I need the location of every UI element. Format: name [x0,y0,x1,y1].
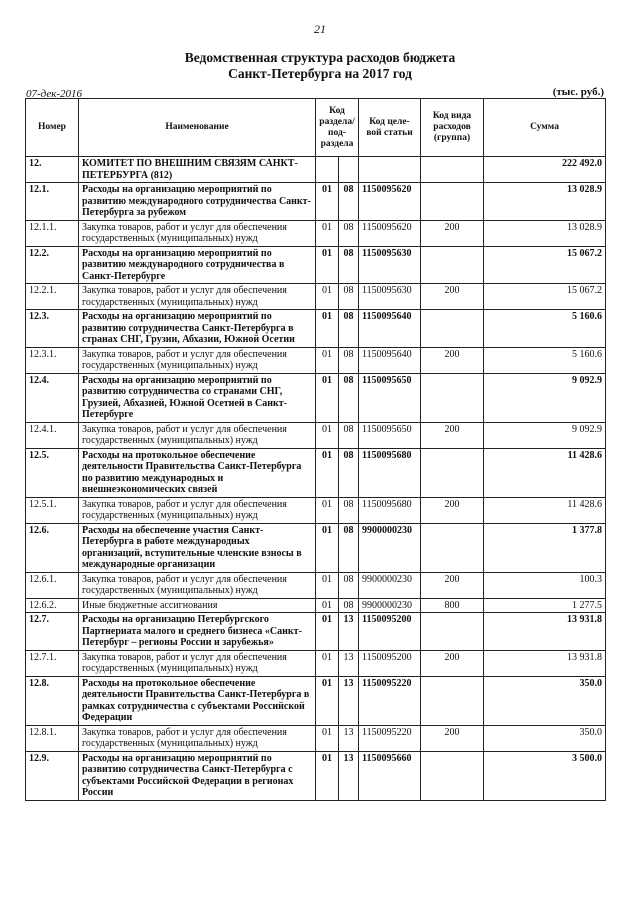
row-article-code: 1150095650 [359,422,421,448]
row-name: Расходы на организацию Петербургского Партнериата малого и среднего бизнеса «Санкт-Петербург – регионы России и зарубежья» [79,613,316,651]
row-subsection-code: 13 [339,613,359,651]
row-article-code: 1150095220 [359,725,421,751]
row-section-code: 01 [316,676,339,725]
header-section: Код раздела/ под- раздела [316,99,359,157]
row-number: 12.1. [26,183,79,221]
row-type-code [421,523,484,572]
table-row [26,613,606,651]
row-name: Расходы на обеспечение участия Санкт-Петербурга в работе международных организаций, вступительные членские взносы в международные организации [79,523,316,572]
row-number: 12. [26,157,79,183]
row-sum: 350.0 [484,676,606,725]
row-subsection-code: 08 [339,598,359,613]
row-sum: 15 067.2 [484,246,606,284]
header-number: Номер [26,99,79,157]
table-row [26,676,606,725]
row-subsection-code: 08 [339,183,359,221]
row-type-code: 800 [421,598,484,613]
row-type-code: 200 [421,725,484,751]
row-type-code: 200 [421,220,484,246]
row-article-code: 1150095620 [359,183,421,221]
row-section-code: 01 [316,497,339,523]
row-subsection-code: 08 [339,422,359,448]
row-number: 12.9. [26,751,79,800]
table-row [26,422,606,448]
row-number: 12.3.1. [26,347,79,373]
row-type-code [421,310,484,348]
row-sum: 13 931.8 [484,613,606,651]
row-section-code: 01 [316,220,339,246]
row-subsection-code: 08 [339,373,359,422]
row-article-code: 1150095680 [359,497,421,523]
row-article-code: 1150095630 [359,246,421,284]
row-sum: 5 160.6 [484,310,606,348]
table-row [26,157,606,183]
row-number: 12.4. [26,373,79,422]
row-number: 12.4.1. [26,422,79,448]
row-sum: 13 028.9 [484,183,606,221]
row-name: Закупка товаров, работ и услуг для обеспечения государственных (муниципальных) нужд [79,725,316,751]
units-label: (тыс. руб.) [552,86,604,98]
budget-table [25,98,606,801]
row-subsection-code: 13 [339,751,359,800]
row-name: Закупка товаров, работ и услуг для обеспечения государственных (муниципальных) нужд [79,497,316,523]
table-row [26,523,606,572]
table-row [26,246,606,284]
row-number: 12.7. [26,613,79,651]
row-subsection-code [339,157,359,183]
row-name: Закупка товаров, работ и услуг для обеспечения государственных (муниципальных) нужд [79,650,316,676]
row-section-code: 01 [316,246,339,284]
table-row [26,598,606,613]
row-section-code: 01 [316,751,339,800]
row-type-code: 200 [421,497,484,523]
row-subsection-code: 08 [339,310,359,348]
row-type-code: 200 [421,284,484,310]
row-type-code [421,246,484,284]
row-sum: 1 377.8 [484,523,606,572]
row-sum: 9 092.9 [484,422,606,448]
row-number: 12.2.1. [26,284,79,310]
table-row [26,284,606,310]
page-number: 21 [314,22,326,36]
row-number: 12.6.2. [26,598,79,613]
row-type-code [421,448,484,497]
row-subsection-code: 13 [339,676,359,725]
row-name: Закупка товаров, работ и услуг для обеспечения государственных (муниципальных) нужд [79,347,316,373]
row-article-code: 1150095630 [359,284,421,310]
row-type-code [421,676,484,725]
row-subsection-code: 13 [339,650,359,676]
row-type-code: 200 [421,422,484,448]
row-section-code: 01 [316,572,339,598]
row-name: Закупка товаров, работ и услуг для обеспечения государственных (муниципальных) нужд [79,572,316,598]
row-number: 12.6.1. [26,572,79,598]
row-subsection-code: 08 [339,347,359,373]
row-sum: 5 160.6 [484,347,606,373]
row-sum: 100.3 [484,572,606,598]
row-type-code [421,613,484,651]
row-name: Расходы на протокольное обеспечение деятельности Правительства Санкт-Петербурга по развитию международных и внешнеэкономических связей [79,448,316,497]
table-row [26,373,606,422]
row-subsection-code: 08 [339,284,359,310]
table-row [26,310,606,348]
row-number: 12.6. [26,523,79,572]
row-section-code: 01 [316,373,339,422]
table-row [26,751,606,800]
table-row [26,448,606,497]
row-subsection-code: 08 [339,497,359,523]
row-sum: 13 028.9 [484,220,606,246]
row-type-code: 200 [421,347,484,373]
row-subsection-code: 08 [339,220,359,246]
row-name: Иные бюджетные ассигнования [79,598,316,613]
row-subsection-code: 08 [339,246,359,284]
row-section-code: 01 [316,284,339,310]
row-section-code: 01 [316,725,339,751]
row-article-code: 1150095650 [359,373,421,422]
row-number: 12.7.1. [26,650,79,676]
row-section-code: 01 [316,448,339,497]
title-line-1: Ведомственная структура расходов бюджета [184,50,456,65]
row-section-code: 01 [316,183,339,221]
row-subsection-code: 08 [339,523,359,572]
row-section-code [316,157,339,183]
row-number: 12.3. [26,310,79,348]
table-row [26,497,606,523]
row-sum: 350.0 [484,725,606,751]
row-sum: 9 092.9 [484,373,606,422]
row-article-code: 1150095200 [359,613,421,651]
header-sum: Сумма [484,99,606,157]
table-row [26,220,606,246]
row-section-code: 01 [316,347,339,373]
document-title [0,50,640,82]
row-subsection-code: 08 [339,448,359,497]
row-name: Расходы на организацию мероприятий по развитию сотрудничества Санкт-Петербурга в странах СНГ, Грузии, Абхазии, Южной Осетии [79,310,316,348]
table-row [26,183,606,221]
row-name: Закупка товаров, работ и услуг для обеспечения государственных (муниципальных) нужд [79,220,316,246]
row-number: 12.5. [26,448,79,497]
title-line-2: Санкт-Петербурга на 2017 год [228,66,412,81]
row-name: КОМИТЕТ ПО ВНЕШНИМ СВЯЗЯМ САНКТ-ПЕТЕРБУРГА (812) [79,157,316,183]
row-number: 12.2. [26,246,79,284]
row-article-code: 1150095680 [359,448,421,497]
header-article: Код целе- вой статьи [359,99,421,157]
document-date: 07-дек-2016 [26,88,83,100]
row-article-code: 1150095640 [359,310,421,348]
row-article-code: 9900000230 [359,598,421,613]
row-sum: 15 067.2 [484,284,606,310]
row-section-code: 01 [316,598,339,613]
row-type-code: 200 [421,572,484,598]
row-number: 12.5.1. [26,497,79,523]
row-subsection-code: 13 [339,725,359,751]
row-name: Расходы на организацию мероприятий по развитию международного сотрудничества Санкт-Петербурга за рубежом [79,183,316,221]
table-body [26,157,606,801]
row-sum: 3 500.0 [484,751,606,800]
row-number: 12.8.1. [26,725,79,751]
row-section-code: 01 [316,523,339,572]
row-article-code: 1150095660 [359,751,421,800]
row-name: Расходы на организацию мероприятий по развитию международного сотрудничества в Санкт-Петербурге [79,246,316,284]
row-sum: 222 492.0 [484,157,606,183]
row-number: 12.8. [26,676,79,725]
row-type-code [421,751,484,800]
row-section-code: 01 [316,422,339,448]
row-subsection-code: 08 [339,572,359,598]
row-section-code: 01 [316,650,339,676]
row-name: Расходы на протокольное обеспечение деятельности Правительства Санкт-Петербурга в рамках сотрудничества с субъектами Российской Федерации [79,676,316,725]
row-article-code: 1150095620 [359,220,421,246]
header-name: Наименование [79,99,316,157]
table-row [26,650,606,676]
row-article-code [359,157,421,183]
row-section-code: 01 [316,310,339,348]
row-name: Закупка товаров, работ и услуг для обеспечения государственных (муниципальных) нужд [79,284,316,310]
row-name: Расходы на организацию мероприятий по развитию сотрудничества Санкт-Петербурга с субъектами Российской Федерации в регионах России [79,751,316,800]
row-sum: 11 428.6 [484,448,606,497]
row-article-code: 1150095200 [359,650,421,676]
row-sum: 1 277.5 [484,598,606,613]
row-type-code [421,183,484,221]
row-type-code [421,373,484,422]
row-article-code: 1150095220 [359,676,421,725]
row-name: Расходы на организацию мероприятий по развитию сотрудничества со странами СНГ, Грузией, Абхазией, Южной Осетией в Санкт-Петербурге [79,373,316,422]
row-name: Закупка товаров, работ и услуг для обеспечения государственных (муниципальных) нужд [79,422,316,448]
row-number: 12.1.1. [26,220,79,246]
row-article-code: 9900000230 [359,572,421,598]
row-section-code: 01 [316,613,339,651]
table-row [26,347,606,373]
header-type: Код вида расходов (группа) [421,99,484,157]
table-row [26,572,606,598]
row-sum: 13 931.8 [484,650,606,676]
row-sum: 11 428.6 [484,497,606,523]
row-article-code: 9900000230 [359,523,421,572]
row-article-code: 1150095640 [359,347,421,373]
table-row [26,725,606,751]
row-type-code: 200 [421,650,484,676]
row-type-code [421,157,484,183]
